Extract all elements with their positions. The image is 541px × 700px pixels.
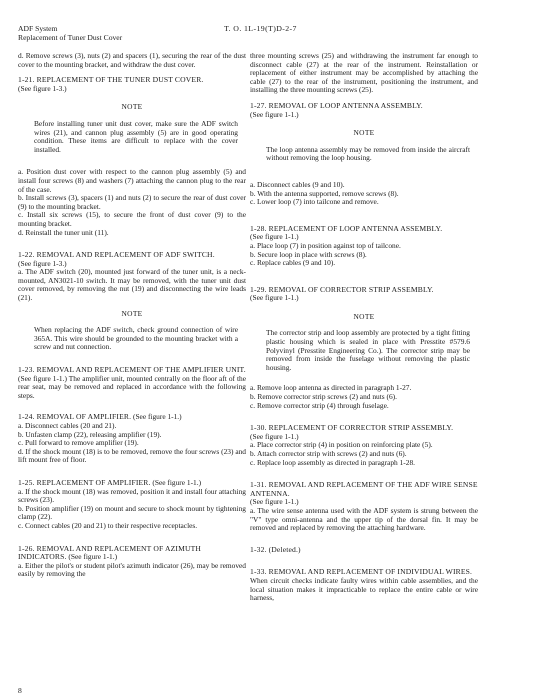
note-body-1: Before installing tuner unit dust cover, make sure the ADF switch wires (21), and cannon plug assembly (5) are in good operating condition. These items are difficult to replace with the cover installed. [34, 118, 238, 154]
section-1-21 [18, 76, 246, 93]
figure-ref-1-26: (See figure 1-1.) [68, 552, 118, 562]
step-1-30-b: b. Attach corrector strip with screws (2) and nuts (6). [250, 449, 407, 458]
step-1-25-a: a. If the shock mount (18) was removed, position it and install four attaching screws (23). [18, 486, 246, 505]
steps-1-25 [18, 488, 246, 531]
step-1-27-a: a. Disconnect cables (9 and 10). [250, 179, 345, 189]
step-1-25-c: c. Connect cables (20 and 21) to their respective receptacles. [18, 520, 198, 530]
section-1-22 [18, 251, 246, 268]
paragraph-1-31-a: a. The wire sense antenna used with the ADF system is strung between the "V" type omni-antenna and the upper tip of the dorsal fin. It may be removed and replaced by removing the attaching hardware. [250, 505, 478, 533]
section-1-31 [250, 481, 478, 507]
step-1-30-a: a. Place corrector strip (4) in position on reinforcing plate (5). [250, 440, 433, 450]
figure-ref-1-31: (See figure 1-1.) [250, 497, 299, 507]
header-section-title: Replacement of Tuner Dust Cover [18, 32, 123, 42]
note-title-1: NOTE [121, 102, 143, 112]
section-title-1-28: 1-28. REPLACEMENT OF LOOP ANTENNA ASSEMBLY. [250, 223, 443, 233]
paragraph-1-33: When circuit checks indicate faulty wires within cable assemblies, and the local situation makes it impracticable to replace the entire cable or wire harness, [250, 575, 478, 603]
paragraph-1-26-continued: three mounting screws (25) and withdrawing the instrument far enough to disconnect cable (27) at the rear of the instrument. Reinstallation or replacement of either instrument may be accomplished by attaching the cable (27) to the rear of the instrument, positioning the instrument, and installing the three mounting screws (25). [250, 51, 478, 95]
note-title-2: NOTE [121, 308, 143, 318]
paragraph-1-26-a: a. Either the pilot's or student pilot's azimuth indicator (26), may be removed easily by removing the [18, 560, 246, 579]
note-title-4: NOTE [353, 311, 375, 321]
step-1-28-a: a. Place loop (7) in position against top of tailcone. [250, 240, 401, 250]
header-system-title: ADF System [18, 24, 58, 33]
step-1-27-c: c. Lower loop (7) into tailcone and remove. [250, 197, 379, 207]
section-title-1-27: 1-27. REMOVAL OF LOOP ANTENNA ASSEMBLY. [250, 100, 423, 110]
figure-ref-1-25: (See figure 1-1.) [152, 477, 202, 487]
figure-ref-1-29: (See figure 1-1.) [250, 293, 299, 303]
step-1-30-c: c. Replace loop assembly as directed in paragraph 1-28. [250, 457, 415, 467]
step-1-24-b: b. Unfasten clamp (22), releasing amplifier (19). [18, 429, 162, 439]
section-1-27 [250, 102, 478, 119]
step-1-24-c: c. Pull forward to remove amplifier (19). [18, 438, 139, 448]
running-header-left [18, 25, 238, 42]
section-title-1-31: 1-31. REMOVAL AND REPLACEMENT OF THE ADF WIRE SENSE ANTENNA. [250, 480, 478, 498]
note-body-4: The corrector strip and loop assembly are protected by a tight fitting plastic housing which is sealed in place with Presstite #579.6 Polyvinyl (Presstite Engineering Co.). The corrector strip may be removed from inside the fuselage without removing the plastic housing. [266, 328, 470, 372]
section-title-1-26: 1-26. REMOVAL AND REPLACEMENT OF AZIMUTH INDICATORS. [18, 543, 202, 562]
right-column [250, 52, 478, 610]
page-number: 8 [18, 686, 22, 695]
figure-ref-1-22: (See figure 1-3.) [18, 258, 67, 268]
note-body-3: The loop antenna assembly may be removed from inside the aircraft without removing the loop housing. [266, 144, 470, 163]
figure-ref-1-30: (See figure 1-1.) [250, 431, 299, 441]
section-1-28 [250, 225, 478, 242]
section-title-1-25: 1-25. REPLACEMENT OF AMPLIFIER. [18, 477, 151, 487]
steps-1-24 [18, 422, 246, 465]
figure-ref-1-28: (See figure 1-1.) [250, 232, 299, 242]
section-1-30 [250, 424, 478, 441]
step-1-21-a: a. Position dust cover with respect to the cannon plug assembly (5) and install four screws (8) and washers (7) attaching the cannon plug to the rear of the case. [18, 167, 246, 194]
figure-ref-1-27: (See figure 1-1.) [250, 109, 299, 119]
section-1-26 [18, 545, 246, 562]
step-1-21-c: c. Install six screws (15), to secure the front of dust cover (9) to the mounting bracket. [18, 210, 246, 228]
left-column [18, 52, 246, 586]
note-title-3: NOTE [353, 128, 375, 138]
paragraph-1-23: (See figure 1-1.) The amplifier unit, mounted centrally on the floor aft of the rear seat, may be removed and replaced in accordance with the following steps. [18, 373, 246, 400]
steps-1-28 [250, 242, 478, 268]
step-1-29-c: c. Remove corrector strip (4) through fuselage. [250, 400, 389, 410]
section-title-1-24: 1-24. REMOVAL OF AMPLIFIER. [18, 412, 132, 422]
section-title-1-32: 1-32. (Deleted.) [250, 544, 301, 554]
header-technical-order-number: T. O. 1L-19(T)D-2-7 [224, 24, 297, 33]
section-title-1-33: 1-33. REMOVAL AND REPLACEMENT OF INDIVIDUAL WIRES. [250, 567, 473, 577]
step-1-21-b: b. Install screws (3), spacers (1) and nuts (2) to secure the rear of dust cover (9) to the mounting bracket. [18, 193, 246, 211]
step-1-27-b: b. With the antenna supported, remove screws (8). [250, 188, 399, 198]
steps-1-29 [250, 384, 478, 410]
step-1-29-b: b. Remove corrector strip screws (2) and nuts (6). [250, 392, 397, 402]
section-title-1-23: 1-23. REMOVAL AND REPLACEMENT OF THE AMPLIFIER UNIT. [18, 365, 246, 375]
paragraph-remove-dust-cover-step-d: d. Remove screws (3), nuts (2) and spacers (1), securing the rear of the dust cover to the mounting bracket, and withdraw the dust cover. [18, 51, 246, 69]
step-1-24-d: d. If the shock mount (18) is to be removed, remove the four screws (23) and lift mount free of floor. [18, 446, 246, 465]
figure-ref-1-24: (See figure 1-1.) [132, 412, 182, 422]
step-1-29-a: a. Remove loop antenna as directed in paragraph 1-27. [250, 383, 412, 393]
section-title-1-21: 1-21. REPLACEMENT OF THE TUNER DUST COVER. [18, 75, 204, 85]
steps-1-30 [250, 441, 478, 467]
section-title-1-22: 1-22. REMOVAL AND REPLACEMENT OF ADF SWITCH. [18, 250, 215, 260]
steps-1-27 [250, 181, 478, 207]
section-1-29 [250, 286, 478, 303]
step-1-25-b: b. Position amplifier (19) on mount and secure to shock mount by tightening clamp (22). [18, 503, 246, 522]
step-1-24-a: a. Disconnect cables (20 and 21). [18, 421, 117, 430]
step-1-28-b: b. Secure loop in place with screws (8). [250, 249, 367, 259]
note-body-2: When replacing the ADF switch, check ground connection of wire 365A. This wire should be grounded to the mounting bracket with a screw and nut connection. [34, 325, 238, 352]
step-1-28-c: c. Replace cables (9 and 10). [250, 258, 336, 268]
paragraph-1-22-a: a. The ADF switch (20), mounted just forward of the tuner unit, is a neck-mounted, AN3021-10 switch. It may be removed, with the tuner unit dust cover removed, by removing the nut (19) and disconnecting the wire leads (21). [18, 267, 246, 303]
step-1-21-d: d. Reinstall the tuner unit (11). [18, 227, 109, 237]
steps-1-21 [18, 168, 246, 237]
section-title-1-30: 1-30. REPLACEMENT OF CORRECTOR STRIP ASSEMBLY. [250, 423, 454, 433]
figure-ref-1-21: (See figure 1-3.) [18, 83, 67, 93]
section-title-1-29: 1-29. REMOVAL OF CORRECTOR STRIP ASSEMBLY. [250, 284, 434, 294]
